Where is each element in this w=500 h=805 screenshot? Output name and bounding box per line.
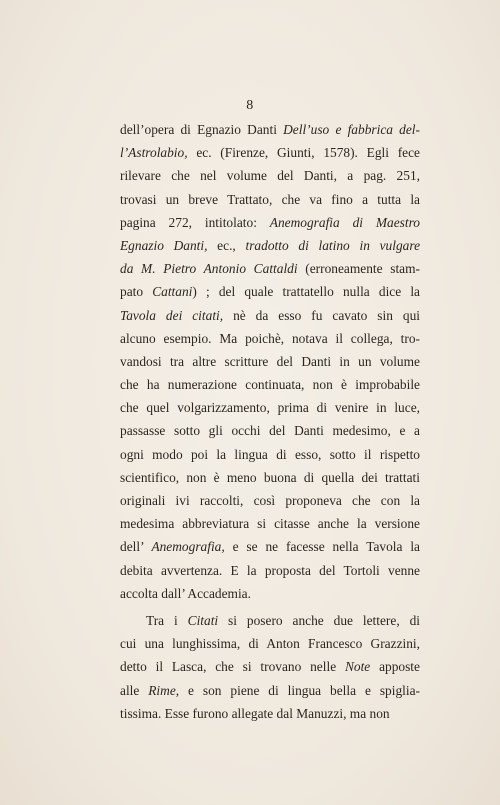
text-line xyxy=(120,188,420,211)
text-run: , e son piene di lingua bella e spiglia- xyxy=(175,682,420,698)
text-line xyxy=(120,535,420,558)
text-run: originali ivi raccolti, così proponeva che con la xyxy=(120,493,420,508)
text-run: pagina 272, intitolato: xyxy=(120,214,270,230)
text-line xyxy=(120,655,420,678)
page-number: 8 xyxy=(246,98,254,113)
italic-run: Note xyxy=(344,659,371,675)
text-line xyxy=(120,489,420,512)
text-run: pato xyxy=(120,284,153,300)
text-run: rilevare che nel volume del Danti, a pag. 251, xyxy=(120,168,420,184)
text-run: tissima. Esse furono allegate dal Manuzzi, ma non xyxy=(120,705,390,721)
italic-run: tradotto di latino in vulgare xyxy=(245,237,420,253)
text-run: (erroneamente stam- xyxy=(297,261,420,277)
text-run: medesima abbreviatura si citasse anche la versione xyxy=(120,516,420,532)
text-run: ) ; del quale trattatello nulla dice la xyxy=(192,284,420,300)
text-run: cui una lunghissima, di Anton Francesco Grazzini, xyxy=(120,636,420,652)
text-line xyxy=(120,443,420,466)
text-run: vandosi tra altre scritture del Danti in un volume xyxy=(120,353,420,369)
text-run: si posero anche due lettere, di xyxy=(218,612,420,628)
text-line xyxy=(120,304,420,327)
italic-run: Egnazio Danti, xyxy=(120,237,208,253)
text-line xyxy=(120,257,420,280)
text-line xyxy=(120,234,420,257)
text-line xyxy=(120,559,420,582)
italic-run: Tavola dei citati, xyxy=(120,307,224,323)
text-run: apposte xyxy=(370,659,420,675)
text-line xyxy=(120,419,420,442)
italic-run: Anemografia di Maestro xyxy=(269,214,420,230)
text-run: che ha numerazione continuata, non è improbabile xyxy=(120,377,420,393)
text-run: ec. (Firenze, Giunti, 1578). Egli fece xyxy=(187,145,420,161)
text-run: ec., xyxy=(207,237,246,253)
text-run: detto il Lasca, che si trovano nelle xyxy=(120,659,345,675)
italic-run: l’Astrolabio, xyxy=(120,145,188,161)
text-line xyxy=(120,327,420,350)
text-line xyxy=(120,396,420,419)
text-run: dell’ xyxy=(120,539,152,555)
text-line xyxy=(120,118,420,141)
text-run: accolta dall’ Accademia. xyxy=(120,585,251,601)
text-run: nè da esso fu cavato sin qui xyxy=(223,307,420,323)
text-run: Tra i xyxy=(146,612,188,628)
text-line xyxy=(120,280,420,303)
text-line xyxy=(120,632,420,655)
text-line xyxy=(120,512,420,535)
text-run: e se ne facesse nella Tavola la xyxy=(224,539,420,555)
body-text xyxy=(120,118,420,725)
text-line xyxy=(120,609,420,632)
text-run: ogni modo poi la lingua di esso, sotto il rispetto xyxy=(120,446,420,462)
text-line xyxy=(120,466,420,489)
text-run: che quel volgarizzamento, prima di venire in luce, xyxy=(120,400,420,416)
text-line xyxy=(120,141,420,164)
text-line xyxy=(120,582,420,605)
text-line xyxy=(120,350,420,373)
italic-run: Rime xyxy=(148,682,176,698)
text-run: dell’opera di Egnazio Danti xyxy=(120,122,284,137)
paragraph xyxy=(120,609,420,725)
italic-run: Citati xyxy=(187,612,219,628)
text-run: alle xyxy=(120,682,149,698)
text-line xyxy=(120,702,420,725)
italic-run: Cattani xyxy=(152,284,193,300)
text-line xyxy=(120,164,420,187)
paragraph xyxy=(120,118,420,605)
italic-run: da M. Pietro Antonio Cattaldi xyxy=(120,261,298,277)
text-run: debita avvertenza. E la proposta del Tortoli venne xyxy=(120,562,420,578)
text-line xyxy=(120,373,420,396)
italic-run: Anemografia, xyxy=(151,539,225,555)
text-line xyxy=(120,211,420,234)
italic-run: Dell’uso e fabbrica del- xyxy=(283,122,420,137)
text-run: passasse sotto gli occhi del Danti medesimo, e a xyxy=(120,423,420,439)
text-run: alcuno esempio. Ma poichè, notava il collega, tro- xyxy=(120,330,420,346)
text-run: scientifico, non è meno buona di quella dei trattati xyxy=(120,469,420,485)
text-run: trovasi un breve Trattato, che va fino a tutta la xyxy=(120,191,420,207)
text-line xyxy=(120,679,420,702)
